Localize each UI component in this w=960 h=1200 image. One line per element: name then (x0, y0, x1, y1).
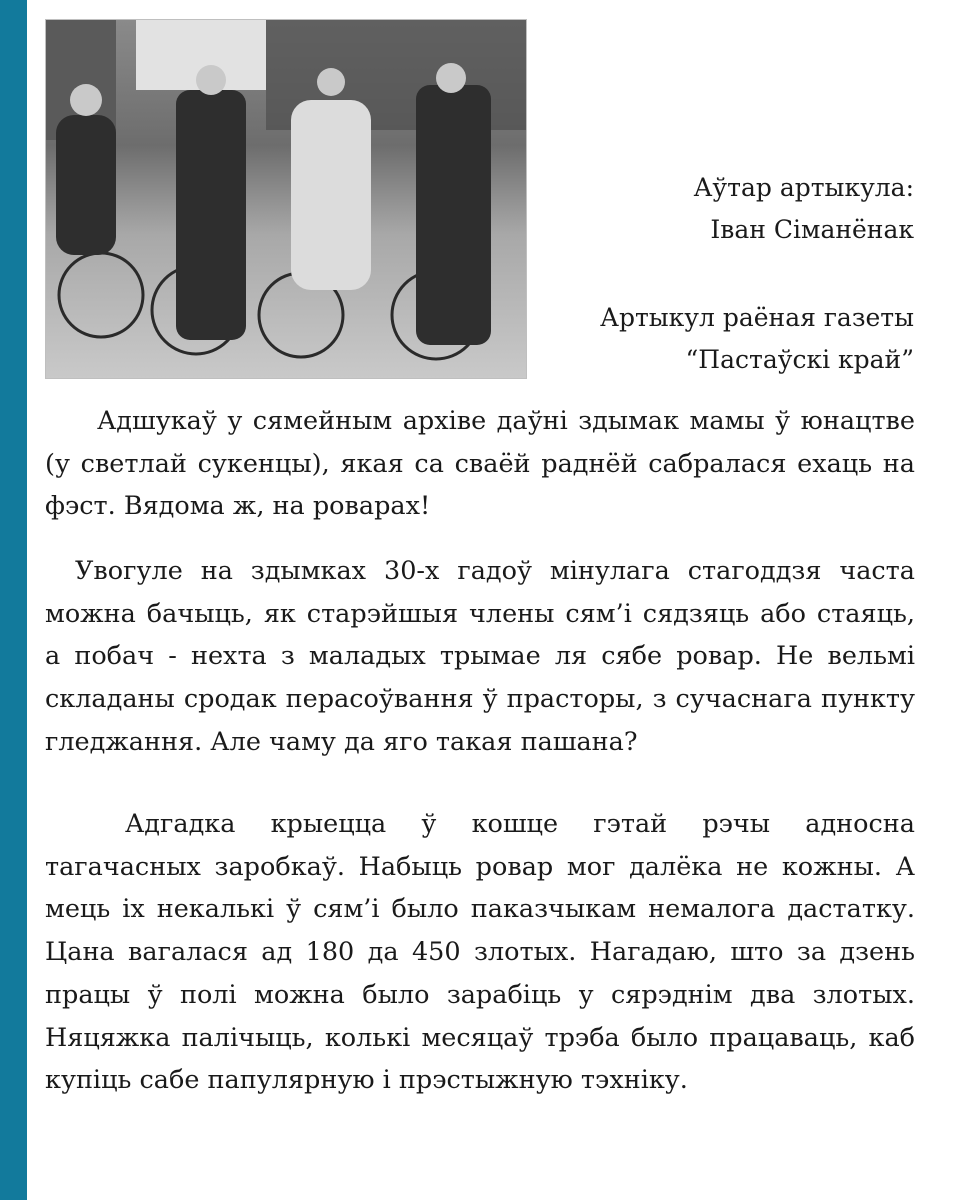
paragraph-text: Адшукаў у сямейным архіве даўні здымак мамы ў юнацтве (у светлай сукенцы), якая са сваёй раднёй сабралася ехаць на фэст. Вядома ж, на роварах! (45, 406, 915, 522)
author-name: Іван Сіманёнак (710, 215, 914, 244)
paragraph-text: Адгадка крыецца ў кошце гэтай рэчы адносна тагачасных заробкаў. Набыць ровар мог далёка не кожны. А мець іх некалькі ў сям’і было паказчыкам немалога дастатку. Цана вагалася ад 180 да 450 злотых. Нагадаю, што за дзень працы ў полі можна было зарабіць у сярэднім два злотых. Няцяжка палічыць, колькі месяцаў трэба было працаваць, каб купіць сабе папулярную і прэстыжную тэхніку. (45, 809, 915, 1096)
author-label: Аўтар артыкула: (693, 173, 914, 202)
source-line-1: Артыкул раёная газеты (600, 303, 914, 332)
article-paragraph-1 (45, 400, 915, 528)
source-caption (600, 297, 914, 381)
paragraph-text: Увогуле на здымках 30-х гадоў мінулага стагоддзя часта можна бачыць, як старэйшыя члены сям’і сядзяць або стаяць, а побач - нехта з маладых трымае ля сябе ровар. Не вельмі складаны сродак перасоўвання ў прасторы, з сучаснага пункту гледжання. Але чаму да яго такая пашана? (45, 556, 915, 757)
article-paragraph-2 (45, 550, 915, 764)
author-caption (693, 167, 914, 251)
left-accent-bar (0, 0, 27, 1200)
photo-illustration (46, 20, 526, 378)
article-paragraph-3 (45, 803, 915, 1102)
source-line-2: “Пастаўскі край” (685, 345, 914, 374)
family-archive-photo (45, 19, 527, 379)
